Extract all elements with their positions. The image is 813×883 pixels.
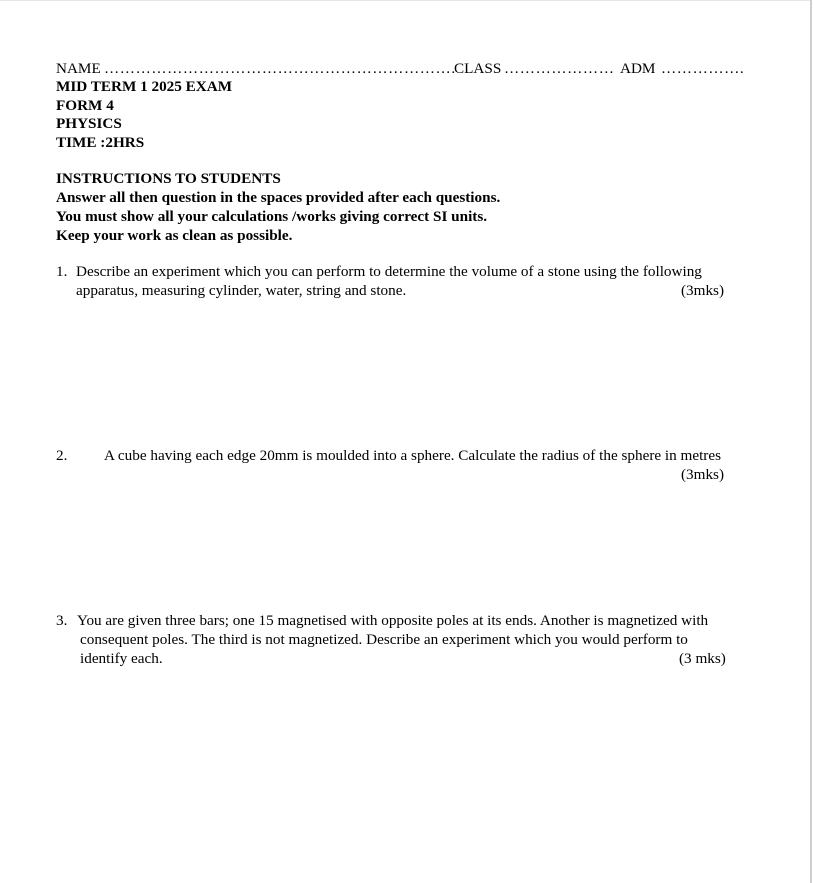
instruction-line: Keep your work as clean as possible. — [56, 227, 293, 244]
instructions-heading: INSTRUCTIONS TO STUDENTS — [56, 170, 281, 187]
exam-form: FORM 4 — [56, 97, 114, 114]
question-marks: (3 mks) — [679, 650, 726, 667]
question-text-line: apparatus, measuring cylinder, water, string and stone. — [76, 282, 407, 299]
adm-label: ADM — [620, 60, 656, 77]
question-number: 3. — [56, 612, 68, 629]
question-text-line: consequent poles. The third is not magnetized. Describe an experiment which you would perform to — [80, 631, 688, 648]
question-text-line: You are given three bars; one 15 magnetised with opposite poles at its ends. Another is magnetized with — [77, 612, 709, 629]
instruction-line: Answer all then question in the spaces provided after each questions. — [56, 189, 501, 206]
instruction-line: You must show all your calculations /works giving correct SI units. — [56, 208, 488, 225]
question-marks: (3mks) — [681, 282, 725, 299]
page-right-edge — [810, 0, 812, 883]
class-blank: ………………… — [504, 60, 615, 77]
name-label: NAME — [56, 60, 101, 77]
question-text-line: Describe an experiment which you can perform to determine the volume of a stone using the following — [76, 263, 702, 280]
question-text-line: A cube having each edge 20mm is moulded into a sphere. Calculate the radius of the sphere in metres — [104, 447, 722, 464]
exam-subject: PHYSICS — [56, 115, 122, 132]
question-number: 1. — [56, 263, 68, 280]
question-marks: (3mks) — [681, 466, 725, 483]
name-blank: …………………………………………………………. — [104, 60, 456, 77]
question-number: 2. — [56, 447, 68, 464]
exam-time: TIME :2HRS — [56, 134, 145, 151]
adm-blank: ……………. — [661, 60, 745, 77]
class-label: CLASS — [454, 60, 502, 77]
exam-title: MID TERM 1 2025 EXAM — [56, 78, 233, 95]
page-top-edge — [0, 0, 811, 1]
question-text-line: identify each. — [80, 650, 163, 667]
student-details-line — [56, 60, 756, 78]
